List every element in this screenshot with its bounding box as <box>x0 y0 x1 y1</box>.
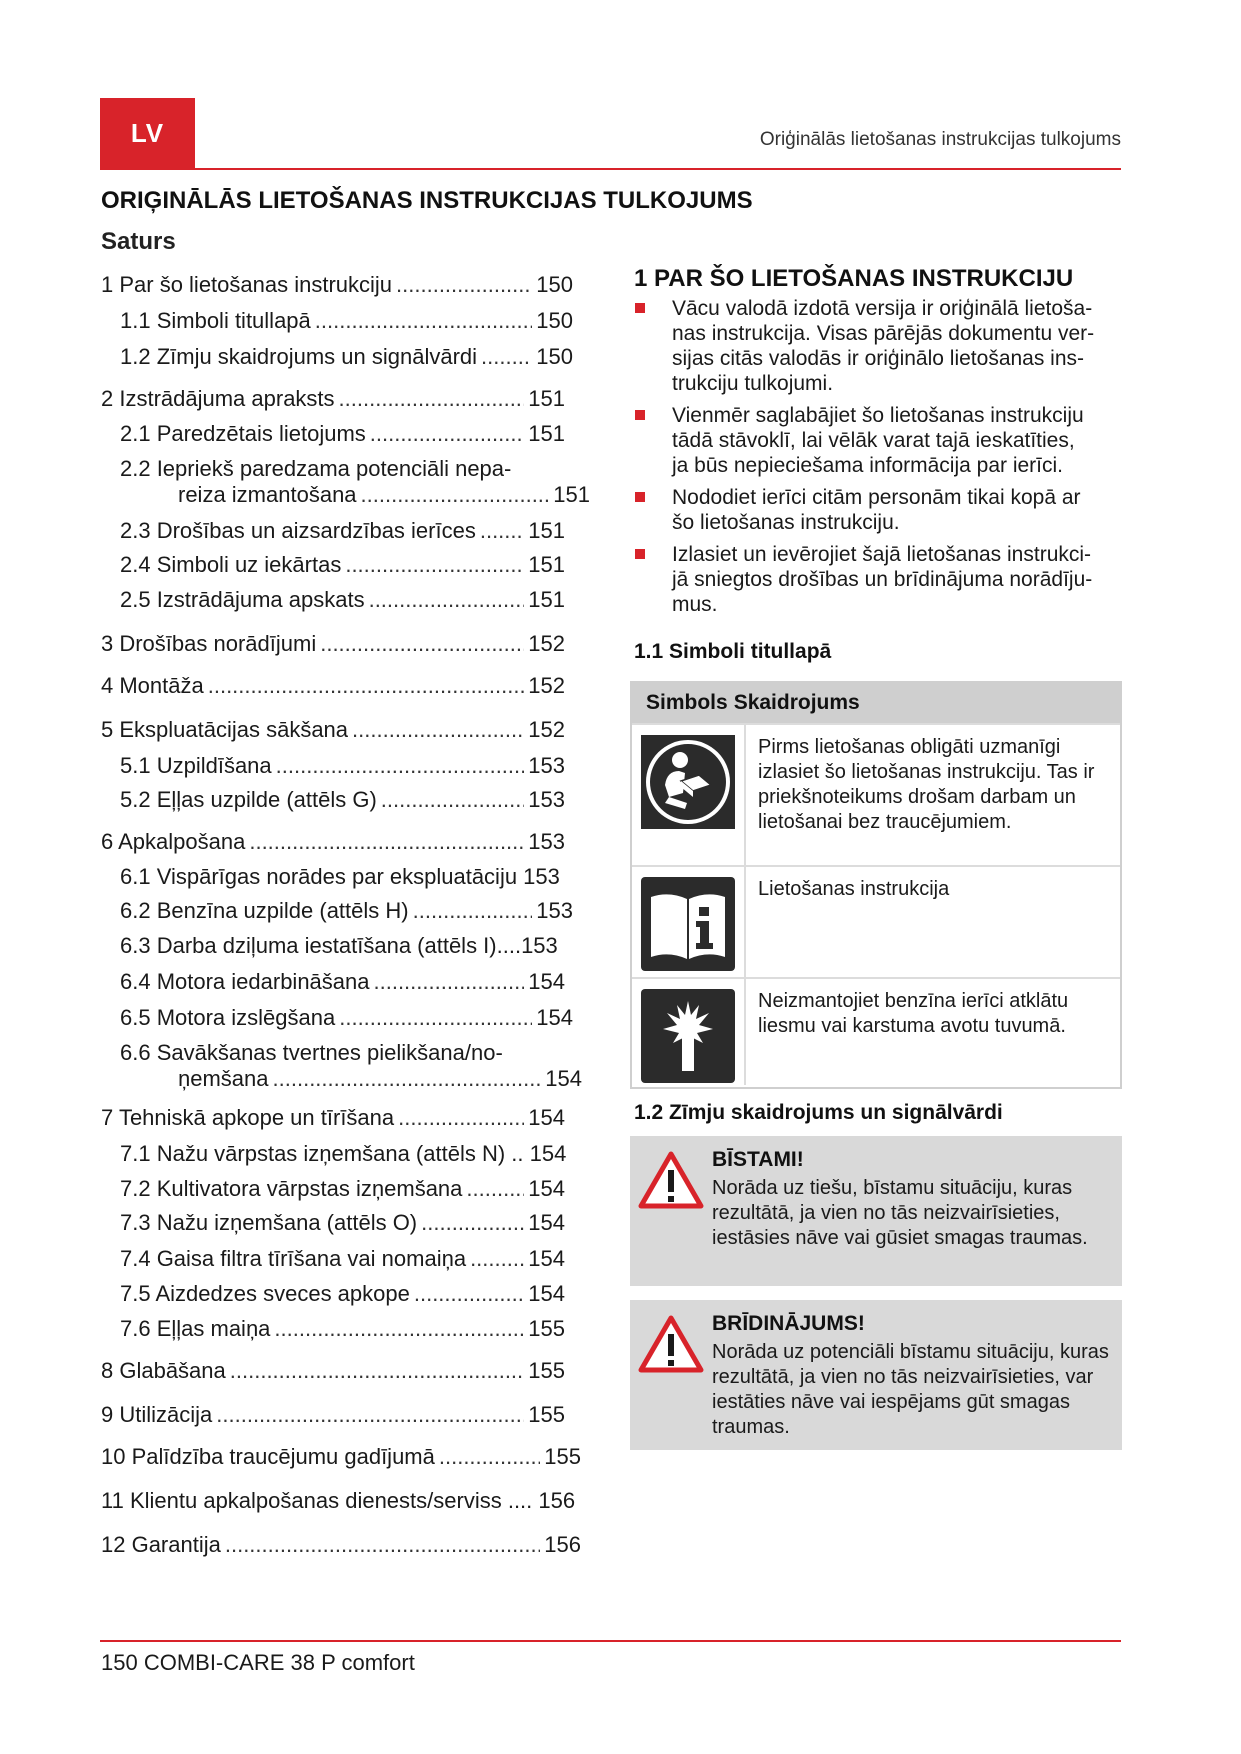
toc-item[interactable] <box>120 1040 582 1092</box>
manual-info-icon <box>641 877 735 971</box>
symbol-description: Pirms lietošanas obligāti uzmanīgi izlasiet šo lietošanas instrukciju. Tas ir priekšnoteikums drošam darbam un lietošanai bez traucējumiem. <box>758 736 1095 833</box>
toc-item[interactable]: 9 Utilizācija ..... 155 <box>101 1402 565 1428</box>
toc-item[interactable]: 6 Apkalpošana ..... 153 <box>101 829 565 855</box>
signal-subtitle: 1.2 Zīmju skaidrojums un signālvārdi <box>634 1101 1003 1124</box>
toc-item[interactable]: 5 Ekspluatācijas sākšana ..... 152 <box>101 717 565 743</box>
running-title: Oriģinālās lietošanas instrukcijas tulkojums <box>759 129 1121 150</box>
toc-item[interactable]: 10 Palīdzība traucējumu gadījumā ..... 155 <box>101 1444 581 1470</box>
header-divider <box>100 168 1121 170</box>
toc-item-line2: reiza izmantošana ..... 151 <box>178 482 590 508</box>
bullet-item: Vienmēr saglabājiet šo lietošanas instrukciju tādā stāvoklī, lai vēlāk varat tajā ieskatīties, ja būs nepieciešama informācija par ierīci. <box>634 403 1122 478</box>
language-tab: LV <box>100 98 195 168</box>
symbol-description: Lietošanas instrukcija <box>758 878 950 900</box>
toc-item[interactable] <box>120 456 590 508</box>
danger-text: Norāda uz tiešu, bīstamu situāciju, kuras rezultātā, ja vien no tās neizvairīsieties, iestāsies nāve vai gūsiet smagas traumas. <box>712 1177 1088 1249</box>
warning-label: BRĪDINĀJUMS! <box>712 1312 865 1335</box>
toc-item[interactable]: 7 Tehniskā apkope un tīrīšana ..... 154 <box>101 1105 565 1131</box>
toc-item[interactable]: 7.6 Eļļas maiņa ..... 155 <box>120 1316 565 1342</box>
read-manual-icon <box>641 735 735 829</box>
col-symbol: Simbols <box>646 691 728 714</box>
section-1-title: 1 PAR ŠO LIETOŠANAS INSTRUKCIJU <box>634 265 1074 292</box>
danger-label: BĪSTAMI! <box>712 1148 804 1171</box>
toc-item[interactable]: 7.1 Nažu vārpstas izņemšana (attēls N) .. 154 <box>120 1141 567 1166</box>
symbols-table <box>630 681 1122 1089</box>
toc-item[interactable]: 2 Izstrādājuma apraksts ..... 151 <box>101 386 565 412</box>
bullet-item: Vācu valodā izdotā versija ir oriģinālā lietoša- nas instrukcija. Visas pārējās dokumentu ver- sijas citās valodās ir oriģinālo lietošanas ins- trukciju tulkojumi. <box>634 296 1122 396</box>
toc-item[interactable]: 6.3 Darba dziļuma iestatīšana (attēls I)....153 <box>120 933 558 958</box>
toc-heading: Saturs <box>101 228 176 255</box>
table-header <box>632 683 1120 723</box>
toc-item[interactable]: 1.1 Simboli titullapā ..... 150 <box>120 308 573 334</box>
toc-item[interactable]: 2.4 Simboli uz iekārtas ..... 151 <box>120 552 565 578</box>
warning-triangle-icon <box>637 1314 705 1374</box>
no-open-flame-icon <box>641 989 735 1083</box>
toc-item[interactable]: 3 Drošības norādījumi ..... 152 <box>101 631 565 657</box>
icon-cell <box>632 979 746 1085</box>
icon-cell <box>632 725 746 865</box>
table-row <box>632 977 1120 1085</box>
warning-text: Norāda uz potenciāli bīstamu situāciju, kuras rezultātā, ja vien no tās neizvairīsieties, var iestāties nāve vai iespējams gūt smagas traumas. <box>712 1341 1109 1438</box>
symbol-description: Neizmantojiet benzīna ierīci atklātu liesmu vai karstuma avotu tuvumā. <box>758 990 1069 1037</box>
bullet-item: Izlasiet un ievērojiet šajā lietošanas instrukci- jā sniegtos drošības un brīdinājuma norādīju- mus. <box>634 542 1122 617</box>
toc-item[interactable]: 7.5 Aizdedzes sveces apkope ..... 154 <box>120 1281 565 1307</box>
section-1-bullets <box>634 296 1122 624</box>
footer-divider <box>100 1640 1121 1642</box>
toc-item[interactable]: 12 Garantija ..... 156 <box>101 1532 581 1558</box>
toc-item[interactable]: 1 Par šo lietošanas instrukciju ..... 150 <box>101 272 573 298</box>
toc-item[interactable]: 4 Montāža ..... 152 <box>101 673 565 699</box>
toc-item[interactable]: 5.1 Uzpildīšana ..... 153 <box>120 753 565 779</box>
symbols-subtitle: 1.1 Simboli titullapā <box>634 640 832 663</box>
col-description: Skaidrojums <box>733 691 860 714</box>
table-row <box>632 865 1120 977</box>
warning-triangle-icon <box>637 1150 705 1210</box>
toc-item-line2: ņemšana ..... 154 <box>178 1066 582 1092</box>
table-row <box>632 723 1120 865</box>
toc-item[interactable]: 6.4 Motora iedarbināšana ..... 154 <box>120 969 565 995</box>
icon-cell <box>632 867 746 977</box>
bullet-item: Nododiet ierīci citām personām tikai kopā ar šo lietošanas instrukciju. <box>634 485 1122 535</box>
toc-item[interactable]: 2.3 Drošības un aizsardzības ierīces ..... 151 <box>120 518 565 544</box>
toc-item[interactable]: 7.4 Gaisa filtra tīrīšana vai nomaiņa ..... 154 <box>120 1246 565 1272</box>
toc-item[interactable]: 7.3 Nažu izņemšana (attēls O) ..... 154 <box>120 1210 565 1236</box>
toc-item-line1: 2.2 Iepriekš paredzama potenciāli nepa- <box>120 456 512 481</box>
page-footer: 150 COMBI-CARE 38 P comfort <box>101 1650 415 1675</box>
page-title: ORIĢINĀLĀS LIETOŠANAS INSTRUKCIJAS TULKOJUMS <box>101 187 753 214</box>
toc-item[interactable]: 6.5 Motora izslēgšana ..... 154 <box>120 1005 573 1031</box>
toc-item[interactable]: 1.2 Zīmju skaidrojums un signālvārdi ..... 150 <box>120 344 573 370</box>
warning-box <box>630 1300 1122 1450</box>
toc-item-line1: 6.6 Savākšanas tvertnes pielikšana/no- <box>120 1040 503 1065</box>
toc-item[interactable]: 8 Glabāšana ..... 155 <box>101 1358 565 1384</box>
toc-item[interactable]: 11 Klientu apkalpošanas dienests/serviss .... 156 <box>101 1488 576 1513</box>
toc-item[interactable]: 6.1 Vispārīgas norādes par ekspluatāciju 153 <box>120 864 560 889</box>
toc-item[interactable]: 6.2 Benzīna uzpilde (attēls H) ..... 153 <box>120 898 573 924</box>
toc-item[interactable]: 2.5 Izstrādājuma apskats ..... 151 <box>120 587 565 613</box>
toc-item[interactable]: 5.2 Eļļas uzpilde (attēls G) ..... 153 <box>120 787 565 813</box>
toc-item[interactable]: 2.1 Paredzētais lietojums ..... 151 <box>120 421 565 447</box>
toc-item[interactable]: 7.2 Kultivatora vārpstas izņemšana ..... 154 <box>120 1176 565 1202</box>
danger-box <box>630 1136 1122 1286</box>
